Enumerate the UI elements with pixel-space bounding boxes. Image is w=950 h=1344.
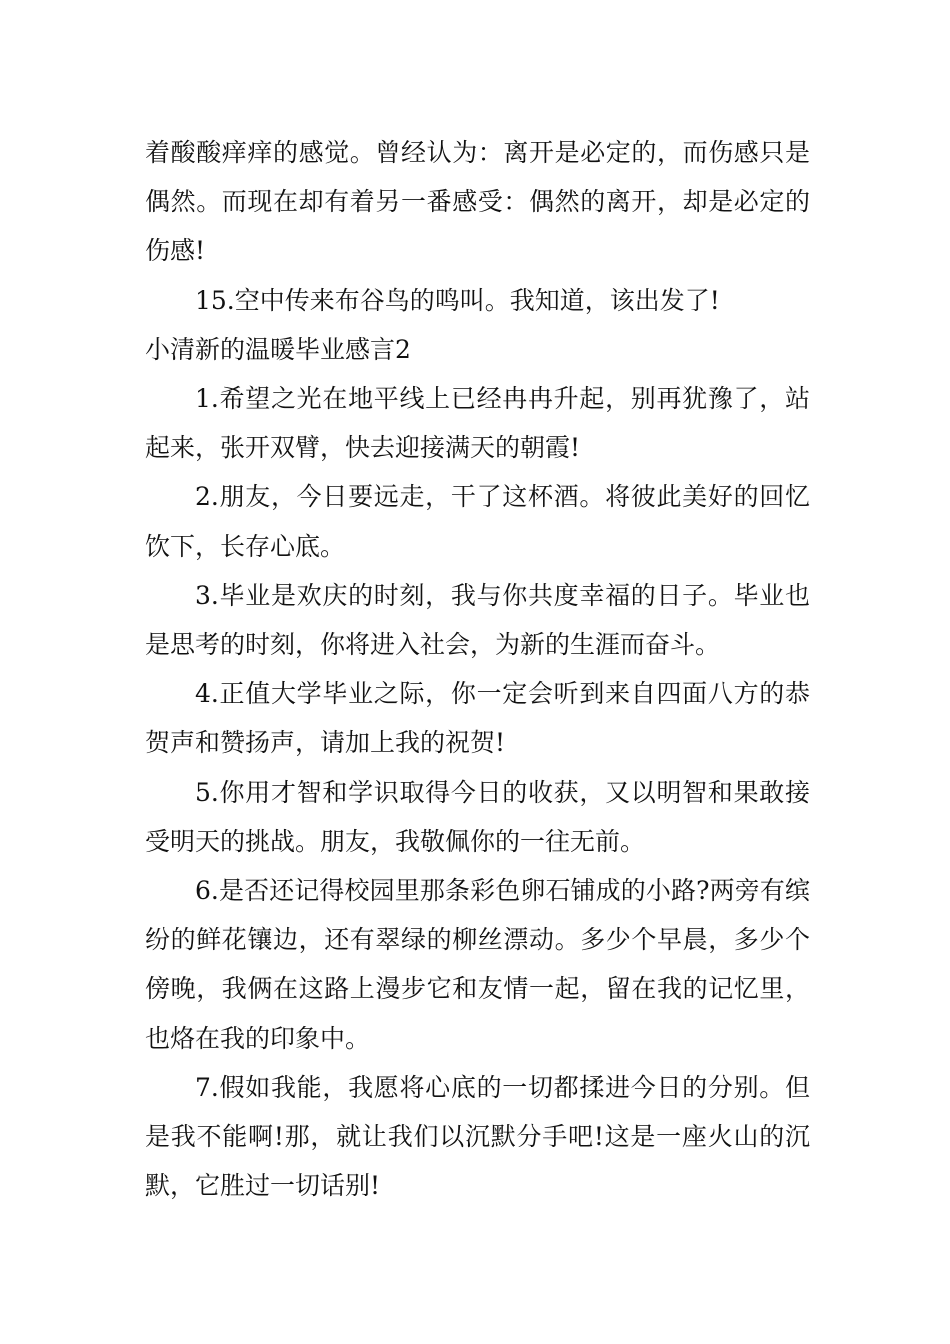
section-heading: 小清新的温暖毕业感言2 (145, 334, 411, 364)
list-item-15: 15.空中传来布谷鸟的鸣叫。我知道，该出发了! (195, 285, 720, 315)
continuation-paragraph: 着酸酸痒痒的感觉。曾经认为：离开是必定的，而伤感只是偶然。而现在却有着另一番感受：偶然的离开，却是必定的伤感! (145, 138, 810, 266)
list-item-6: 6.是否还记得校园里那条彩色卵石铺成的小路?两旁有缤纷的鲜花镶边，还有翠绿的柳丝漂动。多少个早晨，多少个傍晚，我俩在这路上漫步它和友情一起，留在我的记忆里，也烙在我的印象中。 (145, 876, 810, 1053)
list-item-7: 7.假如我能，我愿将心底的一切都揉进今日的分别。但是我不能啊!那，就让我们以沉默分手吧!这是一座火山的沉默，它胜过一切话别! (145, 1072, 810, 1201)
list-item-4: 4.正值大学毕业之际，你一定会听到来自四面八方的恭贺声和赞扬声，请加上我的祝贺! (145, 679, 810, 758)
list-item-2: 2.朋友，今日要远走，干了这杯酒。将彼此美好的回忆饮下，长存心底。 (145, 482, 810, 561)
document-body (145, 128, 810, 1210)
list-item-3: 3.毕业是欢庆的时刻，我与你共度幸福的日子。毕业也是思考的时刻，你将进入社会，为新的生涯而奋斗。 (145, 580, 810, 660)
list-item-5: 5.你用才智和学识取得今日的收获，又以明智和果敢接受明天的挑战。朋友，我敬佩你的一往无前。 (145, 777, 810, 856)
list-item-1: 1.希望之光在地平线上已经冉冉升起，别再犹豫了，站起来，张开双臂，快去迎接满天的朝霞! (145, 384, 810, 463)
